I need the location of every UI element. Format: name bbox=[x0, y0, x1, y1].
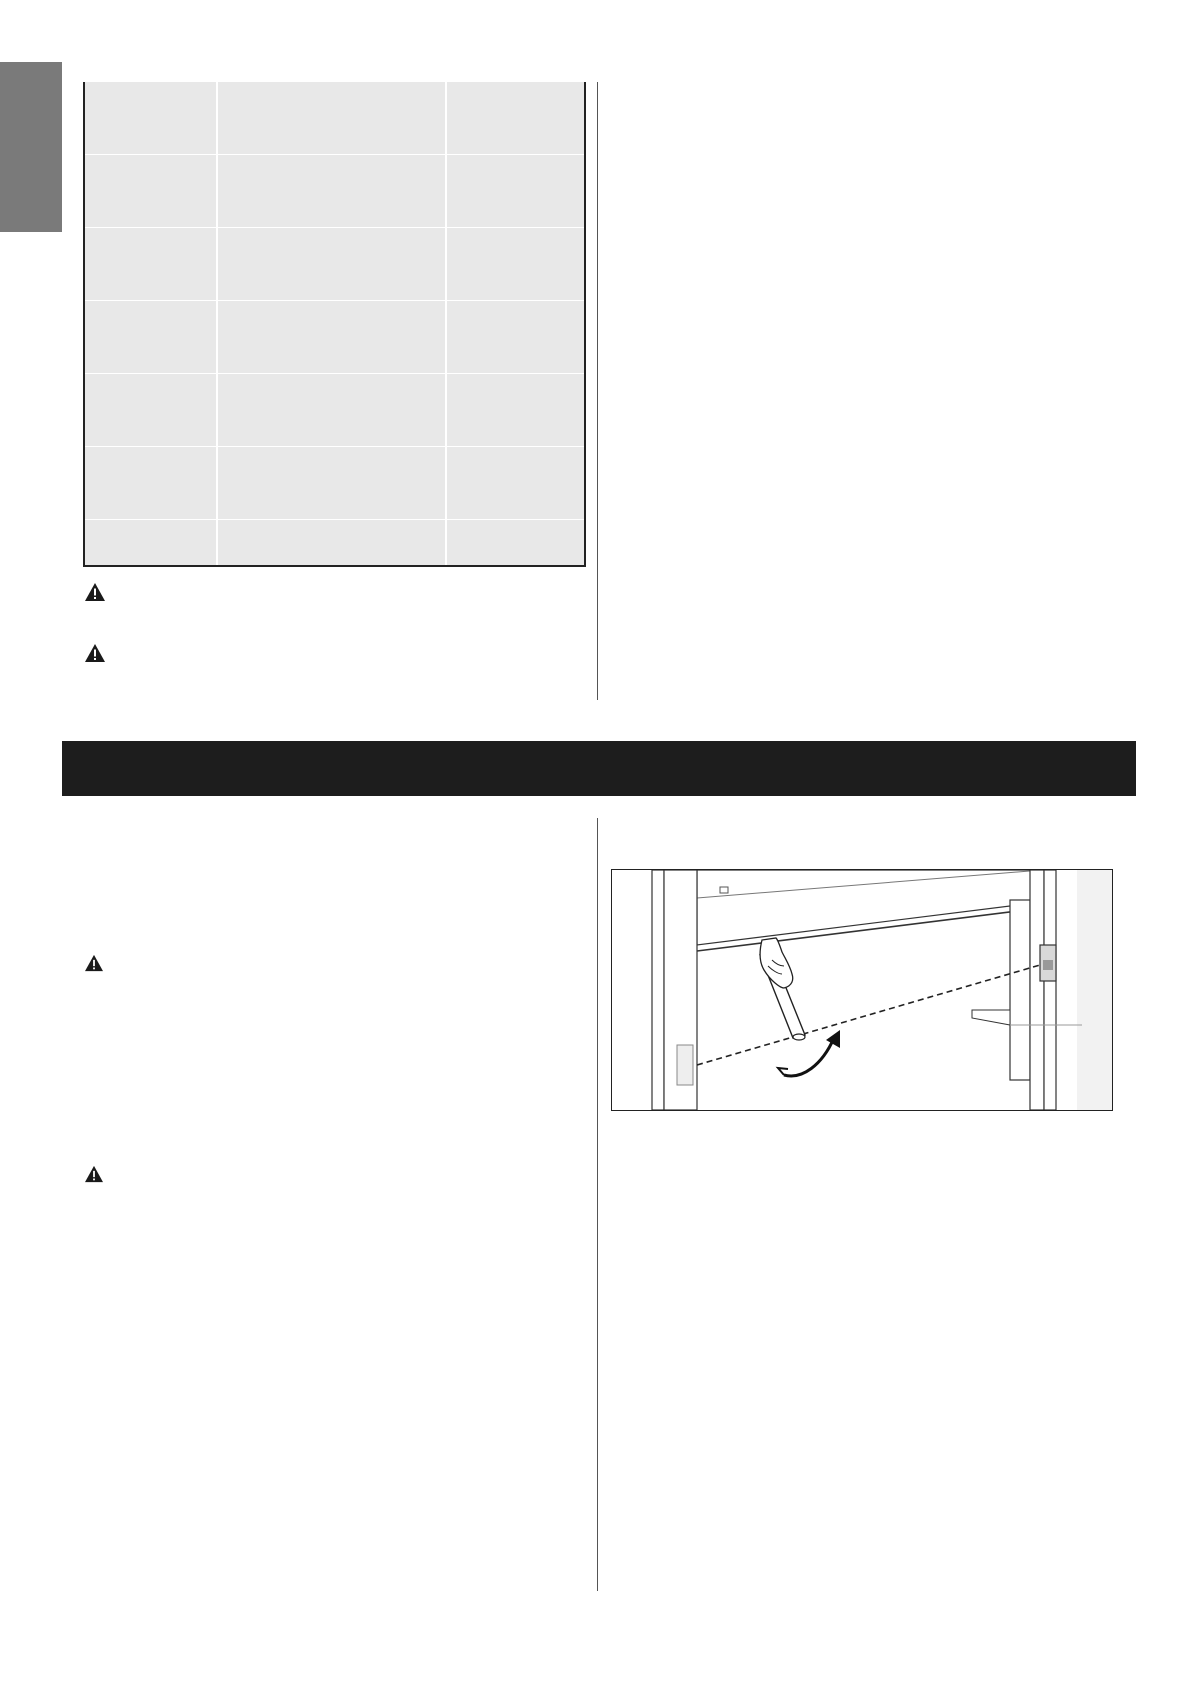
photocell-icon bbox=[677, 1045, 693, 1085]
table-row bbox=[85, 82, 584, 155]
table-row bbox=[85, 374, 584, 447]
table-cell bbox=[218, 374, 445, 446]
table-cell bbox=[85, 520, 216, 565]
table-cell bbox=[447, 374, 584, 446]
table-row bbox=[85, 447, 584, 520]
table-cell bbox=[218, 447, 445, 519]
table-cell bbox=[447, 82, 584, 154]
photocell-test-drawing bbox=[612, 870, 1112, 1110]
table-cell bbox=[85, 228, 216, 300]
warning-icon bbox=[84, 643, 106, 663]
warning-icon bbox=[84, 1165, 106, 1185]
table-cell bbox=[85, 155, 216, 227]
table-cell bbox=[85, 374, 216, 446]
column-divider-top bbox=[597, 82, 598, 700]
table-cell bbox=[218, 228, 445, 300]
table-row bbox=[85, 228, 584, 301]
table-cell bbox=[447, 155, 584, 227]
table-row bbox=[85, 520, 584, 565]
table-row bbox=[85, 301, 584, 374]
table-cell bbox=[85, 301, 216, 373]
table-cell bbox=[447, 447, 584, 519]
table-cell bbox=[218, 155, 445, 227]
table-cell bbox=[85, 447, 216, 519]
table-cell bbox=[447, 301, 584, 373]
table-cell bbox=[218, 520, 445, 565]
table-row bbox=[85, 155, 584, 228]
language-tab bbox=[0, 62, 62, 232]
section-heading-bar bbox=[62, 741, 1136, 796]
warning-icon bbox=[84, 954, 106, 974]
table-cell bbox=[85, 82, 216, 154]
table-cell bbox=[447, 228, 584, 300]
table-cell bbox=[447, 520, 584, 565]
figure-illustration bbox=[611, 869, 1113, 1111]
table-cell bbox=[218, 301, 445, 373]
data-table bbox=[83, 82, 586, 567]
table-cell bbox=[218, 82, 445, 154]
photocell-icon bbox=[1040, 945, 1056, 981]
column-divider-bottom bbox=[597, 818, 598, 1591]
warning-icon bbox=[84, 582, 106, 602]
